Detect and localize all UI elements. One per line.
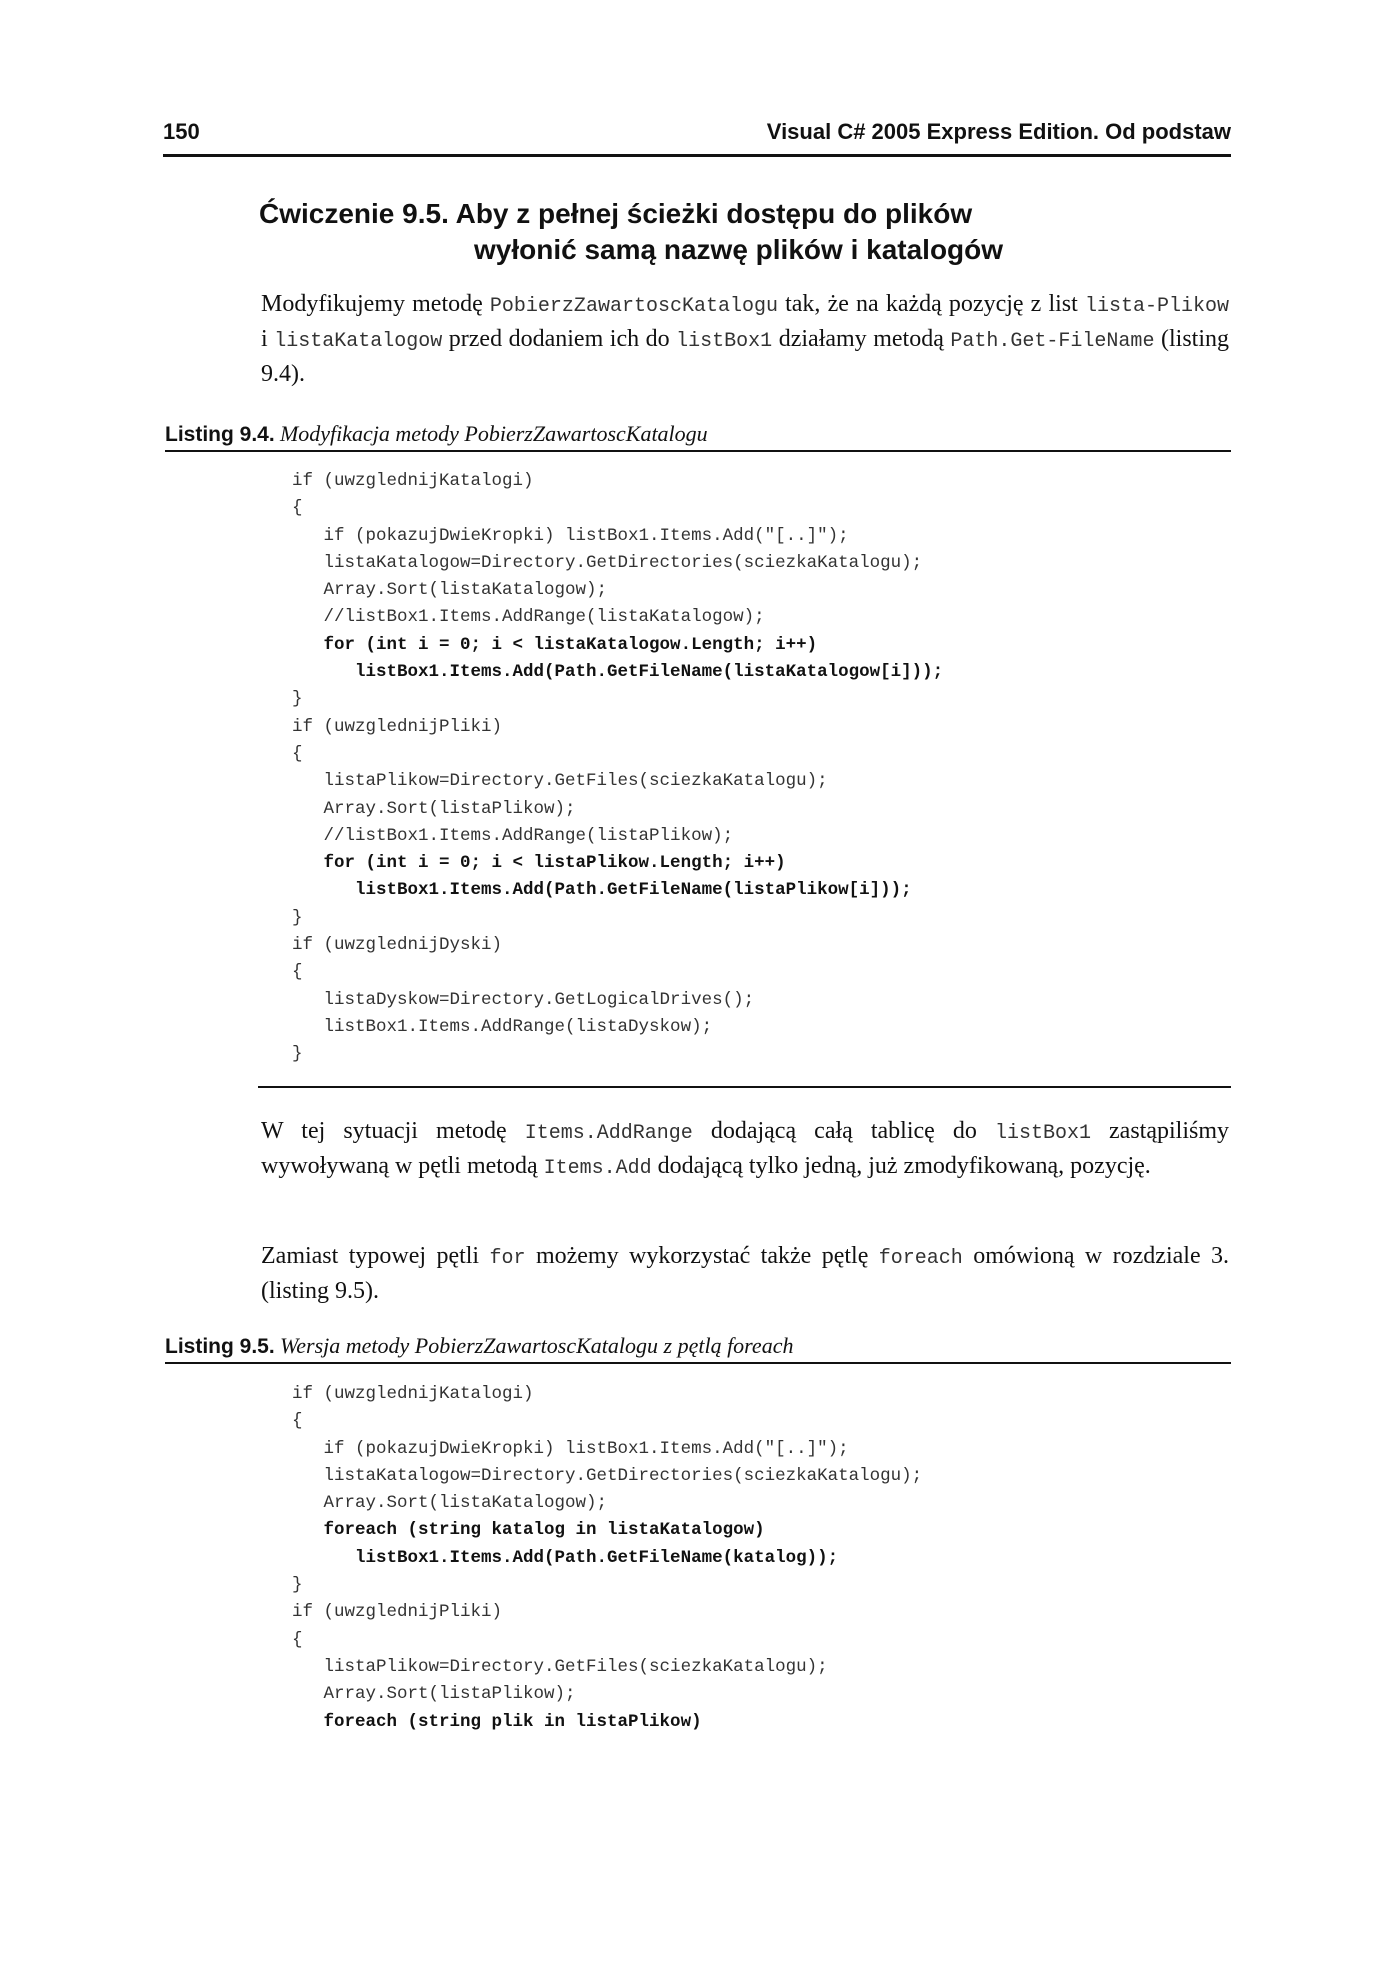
paragraph-text: Modyfikujemy metodę [261, 291, 490, 317]
listing-caption-9-5 [165, 1332, 1231, 1364]
code-line: for (int i = 0; i < listaKatalogow.Length; i++) [292, 634, 818, 655]
code-inline: for [489, 1247, 526, 1270]
code-line: if (pokazujDwieKropki) listBox1.Items.Add("[..]"); [292, 525, 849, 546]
code-inline: listBox1 [994, 1122, 1091, 1145]
page-number: 150 [163, 119, 200, 144]
paragraph-text: dodającą całą tablicę do [692, 1118, 995, 1144]
paragraph-text: tak, że na każdą pozycję z list [777, 291, 1085, 317]
code-line: if (uwzglednijDyski) [292, 935, 503, 956]
code-line: foreach (string katalog in listaKatalogow) [292, 1520, 765, 1541]
code-line: { [292, 1411, 303, 1432]
code-inline: foreach [878, 1247, 963, 1270]
code-line: foreach (string plik in listaPlikow) [292, 1711, 702, 1732]
code-line: } [292, 1044, 303, 1065]
code-inline: lista-Plikow [1084, 295, 1229, 318]
listing-description: Wersja metody PobierzZawartoscKatalogu z pętlą foreach [279, 1333, 794, 1358]
code-inline: Path.Get-FileName [950, 330, 1155, 353]
book-title: Visual C# 2005 Express Edition. Od podstaw [766, 119, 1231, 144]
code-line: if (pokazujDwieKropki) listBox1.Items.Add("[..]"); [292, 1438, 849, 1459]
code-line: { [292, 498, 303, 519]
code-line: listBox1.Items.Add(Path.GetFileName(listaPlikow[i])); [292, 880, 912, 901]
code-line: if (uwzglednijKatalogi) [292, 1384, 534, 1404]
code-line: Array.Sort(listaPlikow); [292, 798, 576, 819]
paragraph-text: możemy wykorzystać także pętlę [525, 1243, 879, 1269]
paragraph-text: W tej sytuacji metodę [261, 1118, 525, 1144]
code-inline: listaKatalogow [274, 330, 443, 353]
code-line: } [292, 1575, 303, 1596]
listing-label: Listing 9.5. [165, 1335, 275, 1358]
paragraph-text: i [261, 326, 275, 352]
code-line: Array.Sort(listaKatalogow); [292, 1493, 608, 1514]
paragraph-text: działamy metodą [772, 326, 951, 352]
code-line: //listBox1.Items.AddRange(listaKatalogow); [292, 607, 765, 628]
exercise-title-line-2: wyłonić samą nazwę plików i katalogów [474, 234, 1004, 265]
listing-caption-9-4 [165, 420, 1231, 452]
paragraph-text: dodającą tylko jedną, już zmodyfikowaną, pozycję. [651, 1153, 1151, 1179]
code-listing-9-4 [292, 468, 1231, 1069]
running-header [163, 118, 1231, 157]
code-line: listaKatalogow=Directory.GetDirectories(sciezkaKatalogu); [292, 552, 923, 573]
listing-bottom-rule [258, 1086, 1231, 1088]
paragraph-text: zastąpiliśmy wywoływaną w pętli metodą [261, 1118, 1229, 1179]
code-line: listBox1.Items.Add(Path.GetFileName(listaKatalogow[i])); [292, 662, 944, 683]
exercise-title-line-1: Ćwiczenie 9.5. Aby z pełnej ścieżki dostępu do plików [259, 198, 973, 229]
code-line: if (uwzglednijPliki) [292, 716, 503, 737]
explanation-paragraph [261, 1115, 1229, 1185]
code-line: } [292, 689, 303, 710]
code-line: { [292, 1629, 303, 1650]
code-line: //listBox1.Items.AddRange(listaPlikow); [292, 825, 734, 846]
code-line: } [292, 907, 303, 928]
code-line: if (uwzglednijKatalogi) [292, 471, 534, 491]
foreach-paragraph [261, 1240, 1229, 1308]
listing-label: Listing 9.4. [165, 423, 275, 446]
code-line: for (int i = 0; i < listaPlikow.Length; i++) [292, 853, 786, 874]
code-line: Array.Sort(listaKatalogow); [292, 580, 608, 601]
paragraph-text: Zamiast typowej pętli [261, 1243, 490, 1269]
code-line: if (uwzglednijPliki) [292, 1602, 503, 1623]
code-line: { [292, 743, 303, 764]
code-inline: Items.AddRange [524, 1122, 693, 1145]
exercise-heading [259, 196, 1003, 268]
paragraph-text: przed dodaniem ich do [442, 326, 677, 352]
code-line: listBox1.Items.Add(Path.GetFileName(katalog)); [292, 1547, 839, 1568]
code-line: listaKatalogow=Directory.GetDirectories(sciezkaKatalogu); [292, 1465, 923, 1486]
code-line: Array.Sort(listaPlikow); [292, 1684, 576, 1705]
code-line: listBox1.Items.AddRange(listaDyskow); [292, 1016, 713, 1037]
code-listing-9-5 [292, 1381, 1231, 1736]
code-line: listaPlikow=Directory.GetFiles(sciezkaKatalogu); [292, 1656, 828, 1677]
code-line: { [292, 962, 303, 983]
code-inline: PobierzZawartoscKatalogu [489, 295, 778, 318]
paragraph-text: (listing 9.4). [261, 326, 1229, 387]
paragraph-text: omówioną w rozdziale 3. (listing 9.5). [261, 1243, 1229, 1304]
code-inline: listBox1 [676, 330, 773, 353]
code-inline: Items.Add [543, 1157, 652, 1180]
code-line: listaDyskow=Directory.GetLogicalDrives(); [292, 989, 755, 1010]
listing-description: Modyfikacja metody PobierzZawartoscKatalogu [279, 421, 708, 446]
code-line: listaPlikow=Directory.GetFiles(sciezkaKatalogu); [292, 771, 828, 792]
intro-paragraph [261, 288, 1229, 391]
